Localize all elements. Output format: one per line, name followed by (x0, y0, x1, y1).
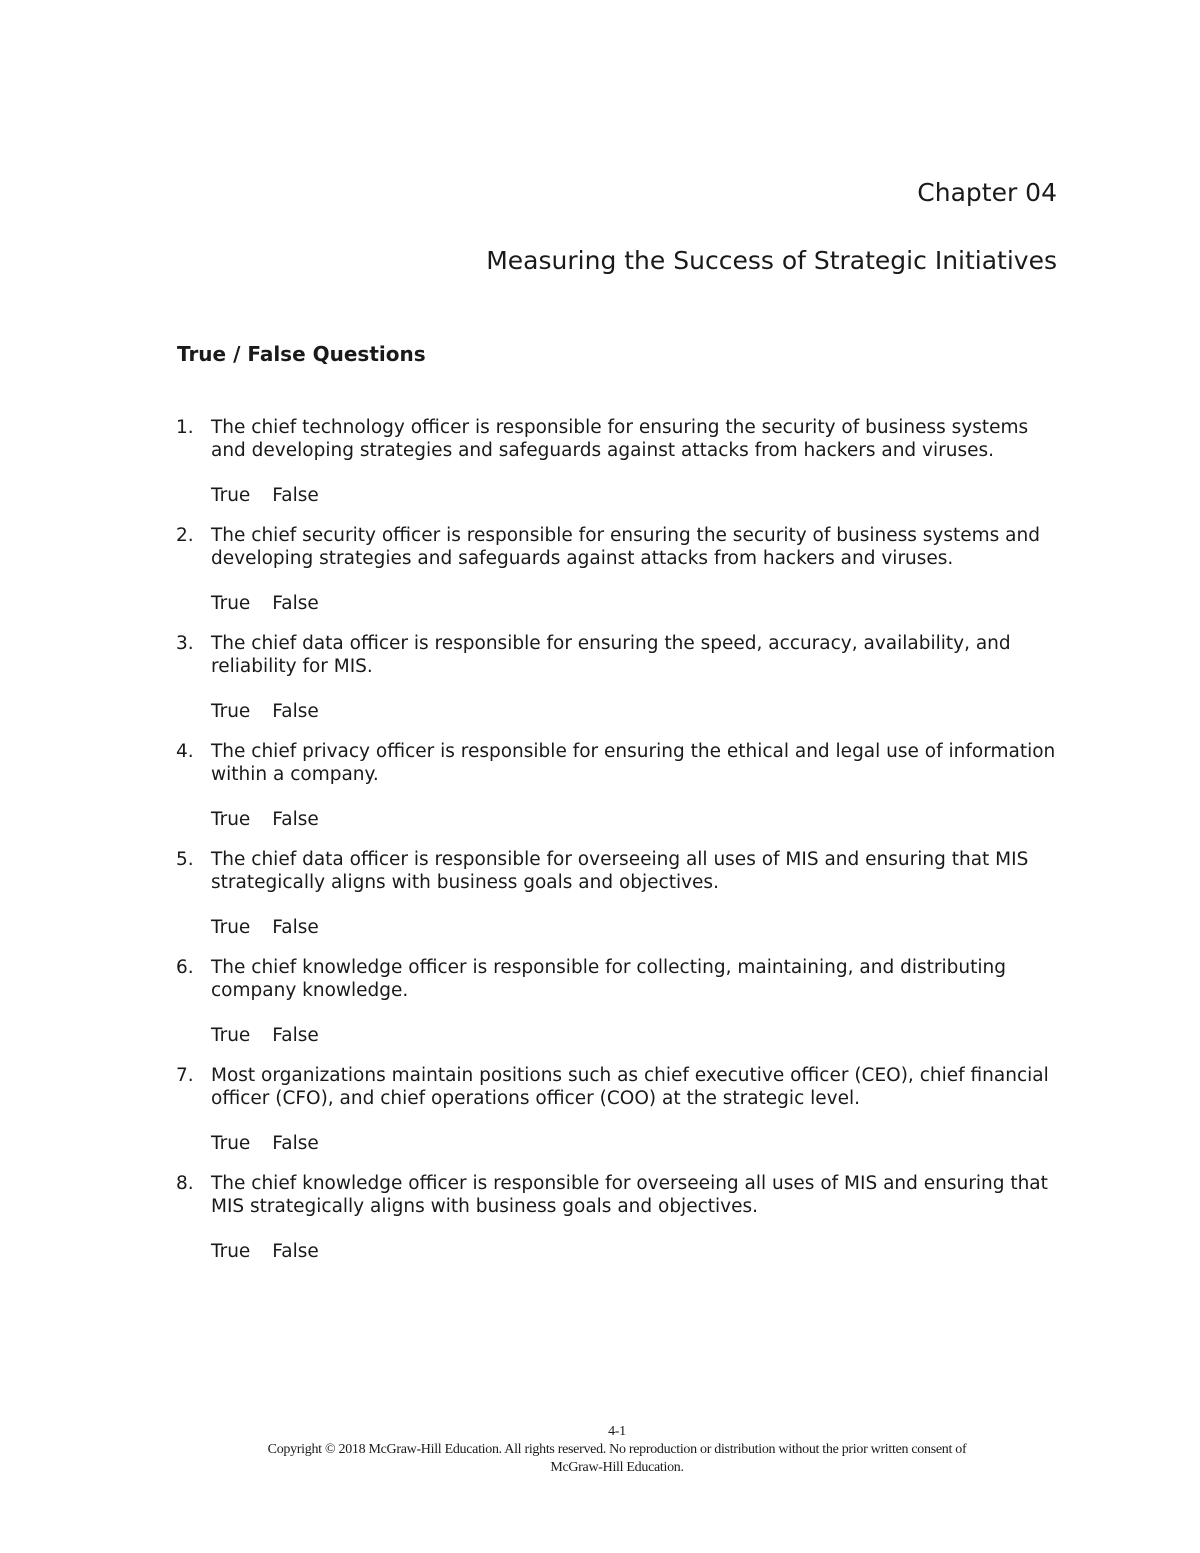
section-heading: True / False Questions (177, 342, 426, 366)
question-text: The chief knowledge officer is responsible for collecting, maintaining, and distributing company knowledge. (211, 957, 1006, 1001)
page-number: 4-1 (608, 1424, 626, 1439)
answer-true: True (211, 1025, 251, 1046)
answer-false: False (272, 1025, 319, 1046)
question-item (176, 740, 1066, 831)
question-number: 1. (176, 417, 194, 438)
question-item (176, 632, 1066, 723)
question-number: 2. (176, 525, 194, 546)
answer-true: True (211, 917, 251, 938)
answer-options (211, 1024, 1066, 1047)
chapter-number: Chapter 04 (917, 178, 1057, 207)
question-text: The chief technology officer is responsible for ensuring the security of business systems and developing strategies and safeguards against attacks from hackers and viruses. (211, 417, 1029, 461)
answer-false: False (272, 809, 319, 830)
question-item (176, 1172, 1066, 1263)
question-text: The chief security officer is responsible for ensuring the security of business systems and developing strategies and safeguards against attacks from hackers and viruses. (211, 525, 1040, 569)
question-number: 7. (176, 1065, 194, 1086)
question-item (176, 848, 1066, 939)
copyright-notice-publisher: McGraw-Hill Education. (550, 1460, 684, 1475)
question-text: The chief data officer is responsible for overseeing all uses of MIS and ensuring that MIS strategically aligns with business goals and objectives. (211, 849, 1029, 893)
answer-options (211, 484, 1066, 507)
question-item (176, 956, 1066, 1047)
answer-options (211, 592, 1066, 615)
answer-true: True (211, 1241, 251, 1262)
question-text: The chief privacy officer is responsible for ensuring the ethical and legal use of information within a company. (211, 741, 1056, 785)
question-text: The chief data officer is responsible for ensuring the speed, accuracy, availability, and reliability for MIS. (211, 633, 1011, 677)
question-item (176, 524, 1066, 615)
answer-true: True (211, 1133, 251, 1154)
answer-true: True (211, 809, 251, 830)
copyright-notice: Copyright © 2018 McGraw-Hill Education. All rights reserved. No reproduction or distribution without the prior written consent of (267, 1442, 967, 1457)
question-number: 8. (176, 1173, 194, 1194)
question-text: Most organizations maintain positions such as chief executive officer (CEO), chief financial officer (CFO), and chief operations officer (COO) at the strategic level. (211, 1065, 1049, 1109)
answer-true: True (211, 593, 251, 614)
question-number: 6. (176, 957, 194, 978)
chapter-title: Measuring the Success of Strategic Initiatives (486, 246, 1057, 275)
answer-options (211, 700, 1066, 723)
answer-false: False (272, 485, 319, 506)
question-item (176, 416, 1066, 507)
answer-options (211, 1240, 1066, 1263)
answer-false: False (272, 593, 319, 614)
answer-false: False (272, 701, 319, 722)
answer-true: True (211, 485, 251, 506)
question-item (176, 1064, 1066, 1155)
answer-options (211, 1132, 1066, 1155)
question-number: 4. (176, 741, 194, 762)
question-text: The chief knowledge officer is responsible for overseeing all uses of MIS and ensuring that MIS strategically aligns with business goals and objectives. (211, 1173, 1048, 1217)
question-number: 5. (176, 849, 194, 870)
question-list (176, 416, 1066, 1280)
answer-false: False (272, 1241, 319, 1262)
question-number: 3. (176, 633, 194, 654)
answer-options (211, 808, 1066, 831)
answer-true: True (211, 701, 251, 722)
page-footer (0, 1423, 1200, 1477)
answer-false: False (272, 917, 319, 938)
answer-options (211, 916, 1066, 939)
answer-false: False (272, 1133, 319, 1154)
